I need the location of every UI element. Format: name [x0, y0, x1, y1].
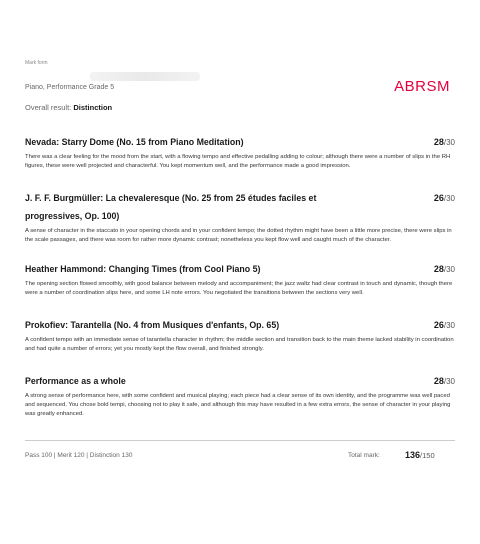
- piece-title: Nevada: Starry Dome (No. 15 from Piano Meditation): [25, 137, 244, 147]
- piece-section: [25, 260, 455, 298]
- abrsm-logo: ABRSM: [394, 78, 450, 95]
- score-value: 26: [433, 193, 444, 203]
- piece-comment: There was a clear feeling for the mood from the start, with a flowing tempo and effective pedalling adding to colour; although there were a number of slips in the RH figures, these were well projected and characterful. You kept momentum well, and the performance made a good impression.: [25, 154, 451, 169]
- piece-comment: The opening section flowed smoothly, with good balance between melody and accompaniment; the jazz waltz had clear contrast in touch and dynamic, though there were a number of coordination slips here, and some LH note errors. You negotiated the transitions between the sections very well.: [25, 281, 453, 296]
- grade-thresholds: Pass 100 | Merit 120 | Distinction 130: [25, 452, 133, 459]
- exam-subtitle: Piano, Performance Grade 5: [25, 84, 115, 91]
- footer-divider: [25, 440, 455, 441]
- piece-title: Performance as a whole: [25, 376, 126, 386]
- score-max: /30: [443, 194, 455, 203]
- score-max: /30: [443, 377, 455, 386]
- piece-score: [434, 372, 455, 391]
- piece-section: [25, 372, 455, 419]
- piece-comment: A strong sense of performance here, with some confident and musical playing; each piece had a clear sense of its own identity, and the programme was well paced and sequenced. You chose bold tempi, choosing not to play it safe, and although this may have resulted in a few extra errors, the sense of character in your playing was greatly enhanced.: [25, 393, 451, 417]
- overall-result-label: Overall result:: [25, 103, 72, 112]
- piece-score: [434, 133, 455, 152]
- piece-comment: A confident tempo with an immediate sense of tarantella character in rhythm; the middle section and transition back to the main theme lacked stability in coordination and had quite a number of errors; yet you mostly kept the flow overall, and finished strongly.: [25, 337, 454, 352]
- piece-score: [434, 260, 455, 279]
- total-mark: [405, 450, 435, 460]
- redacted-candidate-name: [90, 72, 200, 81]
- overall-result-value: Distinction: [73, 103, 113, 112]
- piece-section: [25, 316, 455, 354]
- score-max: /30: [443, 265, 455, 274]
- score-max: /30: [443, 321, 455, 330]
- piece-score: [434, 189, 455, 208]
- piece-title: J. F. F. Burgmüller: La chevaleresque (No. 25 from 25 études faciles et progressives, Op. 100): [25, 193, 317, 221]
- piece-score: [434, 316, 455, 335]
- score-max: /30: [443, 138, 455, 147]
- total-mark-label: Total mark:: [348, 452, 380, 459]
- score-value: 26: [433, 320, 444, 330]
- total-mark-value: 136: [405, 450, 421, 460]
- overall-result: [25, 103, 112, 112]
- piece-title: Prokofiev: Tarantella (No. 4 from Musiques d'enfants, Op. 65): [25, 320, 280, 330]
- piece-title: Heather Hammond: Changing Times (from Cool Piano 5): [25, 264, 261, 274]
- score-value: 28: [433, 137, 444, 147]
- score-value: 28: [433, 376, 444, 386]
- piece-section: [25, 133, 455, 171]
- doc-label: Mark form: [25, 60, 48, 66]
- piece-comment: A sense of character in the staccato in your opening chords and in your confident tempo; the dotted rhythm might have been a little more precise, there were slips in the scale passages, and there was room for rather more dynamic contrast; nonetheless you kept flow well and caught much of the character.: [25, 228, 452, 243]
- total-mark-max: /150: [420, 451, 435, 460]
- piece-section: [25, 189, 455, 245]
- score-value: 28: [433, 264, 444, 274]
